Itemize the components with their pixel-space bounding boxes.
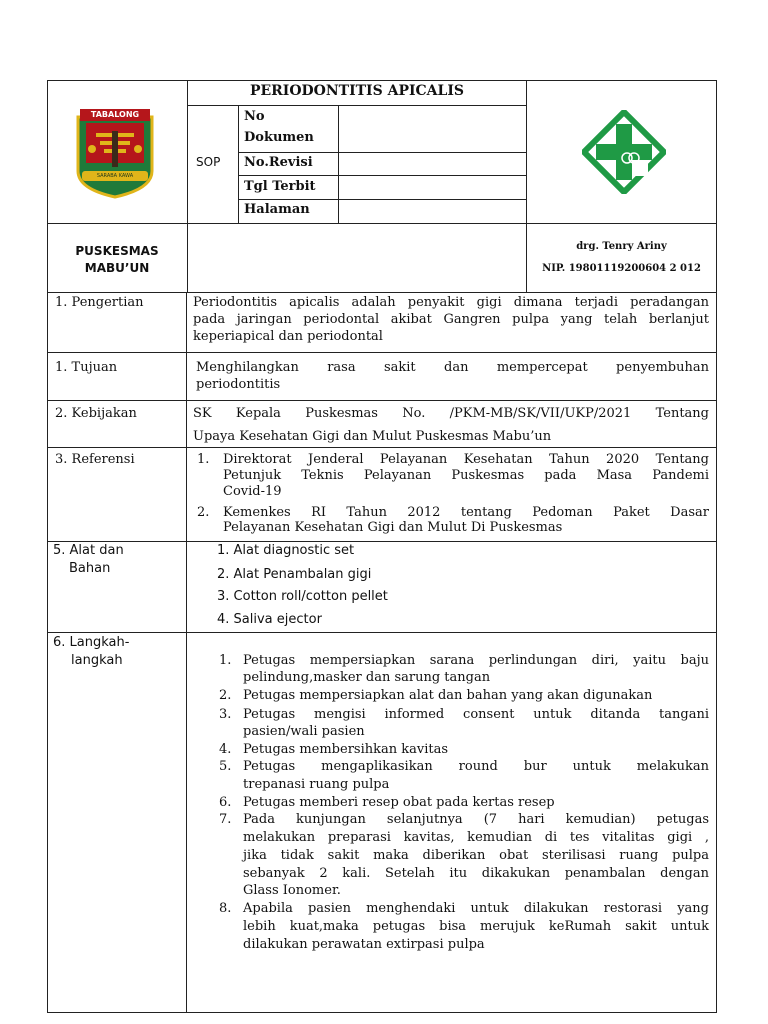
field-halaman: Halaman <box>244 202 310 217</box>
step-number: 1. <box>219 653 232 668</box>
ref-number: 2. <box>197 505 210 520</box>
sop-label: SOP <box>196 155 221 169</box>
alat-item: 1. Alat diagnostic set <box>217 543 355 558</box>
step-line: melakukan preparasi kavitas, kemudian di tes vitalitas gigi , <box>243 830 709 845</box>
alat-item: 2. Alat Penambalan gigi <box>217 567 372 582</box>
org-name-line2: MABU’UN <box>84 261 150 275</box>
ref-line: Pelayanan Kesehatan Gigi dan Mulut Di Puskesmas <box>223 520 563 535</box>
label-kebijakan: 2. Kebijakan <box>55 406 137 421</box>
field-dokumen: Dokumen <box>244 130 314 145</box>
kebijakan-line: Upaya Kesehatan Gigi dan Mulut Puskesmas Mabu’un <box>193 429 552 444</box>
step-number: 7. <box>219 812 232 827</box>
step-line: pasien/wali pasien <box>243 724 365 739</box>
label-pengertian: 1. Pengertian <box>55 295 144 310</box>
label-tujuan: 1. Tujuan <box>55 360 118 375</box>
ref-line: Covid-19 <box>223 484 282 499</box>
ref-line: Petunjuk Teknis Pelayanan Puskesmas pada Masa Pandemi <box>223 468 709 483</box>
step-line: jika tidak sakit maka diberikan obat sterilisasi ruang pulpa <box>243 848 709 863</box>
tujuan-line: Menghilangkan rasa sakit dan mempercepat penyembuhan <box>196 360 709 375</box>
label-alat-1: 5. Alat dan <box>53 543 124 558</box>
logo-left-motto: SARABA KAWA <box>96 173 134 179</box>
step-number: 4. <box>219 742 232 757</box>
alat-item: 4. Saliva ejector <box>217 612 322 627</box>
step-line: sebanyak 2 kali. Setelah itu dikakukan penambalan dengan <box>243 866 709 881</box>
pengertian-line: keperiapical dan periodontal <box>193 329 383 344</box>
label-referensi: 3. Referensi <box>55 452 135 467</box>
step-line: Petugas mengisi informed consent untuk ditanda tangani <box>243 707 709 722</box>
step-line: Petugas membersihkan kavitas <box>243 742 449 757</box>
ref-line: Kemenkes RI Tahun 2012 tentang Pedoman Paket Dasar <box>223 505 709 520</box>
ref-line: Direktorat Jenderal Pelayanan Kesehatan Tahun 2020 Tentang <box>223 452 709 467</box>
kebijakan-line: SK Kepala Puskesmas No. /PKM-MB/SK/VII/UKP/2021 Tentang <box>193 406 709 421</box>
field-no: No <box>244 109 265 124</box>
step-number: 8. <box>219 901 232 916</box>
step-number: 6. <box>219 795 232 810</box>
tujuan-line: periodontitis <box>196 377 281 392</box>
step-line: Pada kunjungan selanjutnya (7 hari kemudian) petugas <box>243 812 709 827</box>
pengertian-line: pada jaringan periodontal akibat Gangren pulpa yang telah berlanjut <box>193 312 709 327</box>
step-line: Apabila pasien menghendaki untuk dilakukan restorasi yang <box>243 901 709 916</box>
ref-number: 1. <box>197 452 210 467</box>
signer-name: drg. Tenry Ariny <box>576 241 667 252</box>
step-line: Petugas mengaplikasikan round bur untuk melakukan <box>243 759 709 774</box>
field-tgl-terbit: Tgl Terbit <box>244 179 316 194</box>
pengertian-line: Periodontitis apicalis adalah penyakit gigi dimana terjadi peradangan <box>193 295 709 310</box>
step-line: dilakukan perawatan extirpasi pulpa <box>243 937 485 952</box>
field-no-revisi: No.Revisi <box>244 155 313 170</box>
step-line: Petugas mempersiapkan alat dan bahan yang akan digunakan <box>243 688 653 703</box>
step-line: Petugas mempersiapkan sarana perlindungan diri, yaitu baju <box>243 653 709 668</box>
tabalong-shield-icon <box>76 109 154 199</box>
signer-nip: NIP. 19801119200604 2 012 <box>542 263 701 274</box>
step-number: 2. <box>219 688 232 703</box>
step-line: lebih kuat,maka petugas bisa merujuk keRumah sakit untuk <box>243 919 709 934</box>
step-line: Petugas memberi resep obat pada kertas resep <box>243 795 555 810</box>
health-cross-logo <box>582 110 666 194</box>
alat-item: 3. Cotton roll/cotton pellet <box>217 589 388 604</box>
step-line: trepanasi ruang pulpa <box>243 777 390 792</box>
label-langkah-2: langkah <box>71 653 123 668</box>
step-line: Glass Ionomer. <box>243 883 341 898</box>
tabalong-logo <box>76 109 154 199</box>
health-cross-icon <box>582 110 666 194</box>
org-name-line1: PUSKESMAS <box>75 244 159 258</box>
label-langkah-1: 6. Langkah- <box>53 635 130 650</box>
logo-left-text: TABALONG <box>90 110 140 119</box>
step-number: 3. <box>219 707 232 722</box>
step-number: 5. <box>219 759 232 774</box>
sop-title: PERIODONTITIS APICALIS <box>249 83 465 99</box>
step-line: pelindung,masker dan sarung tangan <box>243 670 491 685</box>
label-alat-2: Bahan <box>69 561 111 576</box>
